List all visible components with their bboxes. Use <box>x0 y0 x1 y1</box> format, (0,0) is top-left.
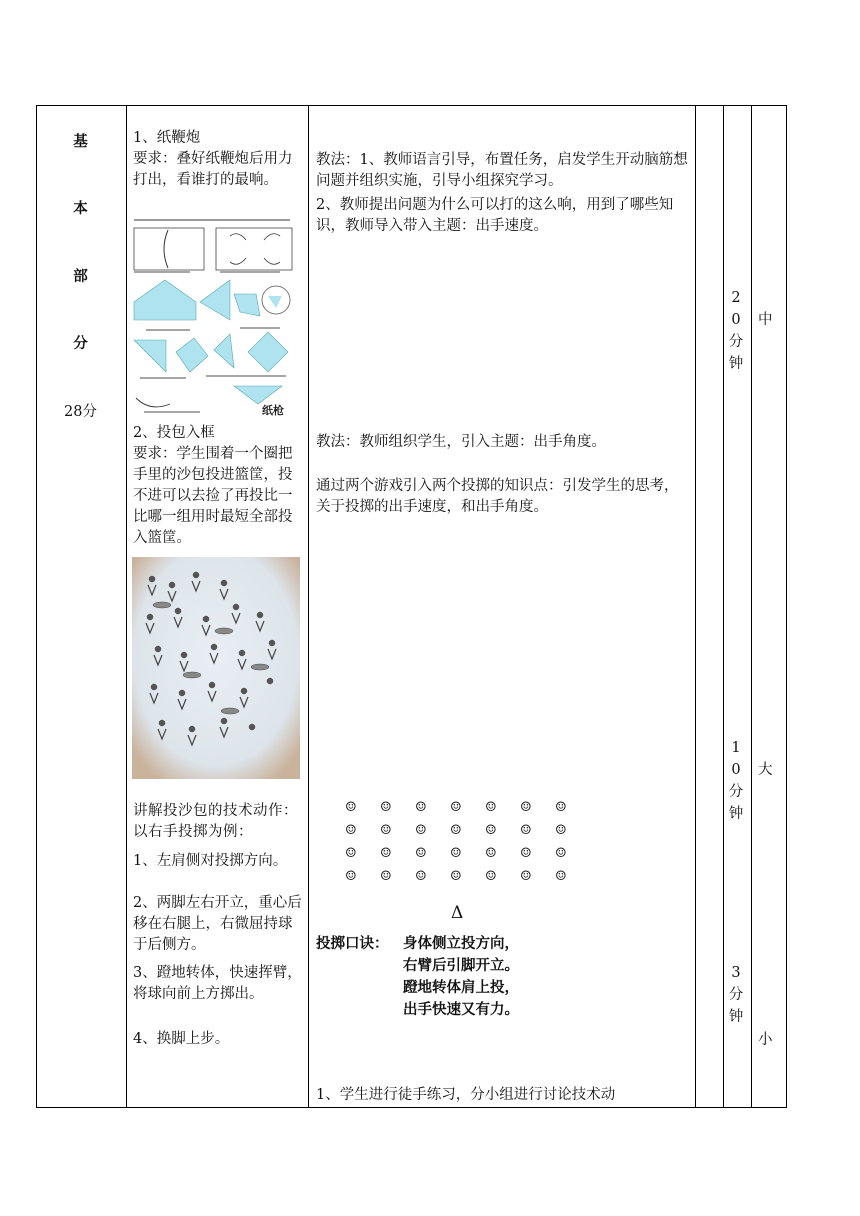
time-char: 钟 <box>728 1009 744 1025</box>
time-char: 钟 <box>728 356 744 372</box>
technique-step: 4、换脚上步。 <box>133 1031 230 1047</box>
student-marker: ☺ <box>345 846 357 861</box>
student-marker: ☺ <box>520 869 532 884</box>
time-3-minutes <box>727 962 745 1028</box>
section-char: 本 <box>73 200 88 217</box>
student-marker: ☺ <box>520 846 532 861</box>
student-marker: ☺ <box>380 800 392 815</box>
time-10-minutes <box>727 737 745 825</box>
chant-label: 投掷口诀： <box>316 935 389 952</box>
student-marker: ☺ <box>450 823 462 838</box>
intensity-high: 大 <box>758 762 773 778</box>
item1-requirement: 要求：叠好纸鞭炮后用力打出，看谁打的最响。 <box>133 151 293 188</box>
method-paragraph: 教法：教师组织学生，引入主题：出手角度。 <box>316 434 606 450</box>
time-char: 3 <box>731 965 741 981</box>
student-marker: ☺ <box>380 869 392 884</box>
method-paragraph: 2、教师提出问题为什么可以打的这么响，用到了哪些知识，教师导入带入主题：出手速度。 <box>316 197 674 234</box>
technique-step: 1、左肩侧对投掷方向。 <box>133 853 288 869</box>
section-duration: 28分 <box>64 404 97 420</box>
time-char: 分 <box>728 334 744 350</box>
student-marker: ☺ <box>485 869 497 884</box>
student-marker: ☺ <box>555 869 567 884</box>
time-char: 2 <box>731 290 741 306</box>
student-marker: ☺ <box>345 869 357 884</box>
student-marker: ☺ <box>450 800 462 815</box>
time-char: 钟 <box>728 806 744 822</box>
student-marker: ☺ <box>415 869 427 884</box>
chant-line: 蹬地转体肩上投， <box>403 979 519 996</box>
student-marker: ☺ <box>380 823 392 838</box>
section-char: 基 <box>73 133 88 150</box>
student-marker: ☺ <box>415 800 427 815</box>
student-marker: ☺ <box>555 823 567 838</box>
column-divider <box>308 106 309 1107</box>
intensity-low: 小 <box>758 1032 773 1048</box>
section-char: 部 <box>73 268 88 285</box>
time-char: 1 <box>731 740 741 756</box>
column-divider <box>751 106 752 1107</box>
intensity-medium: 中 <box>758 312 773 328</box>
chant-line: 身体侧立投方向， <box>403 935 519 952</box>
method-paragraph: 教法：1、教师语言引导，布置任务，启发学生开动脑筋想问题并组织实施，引导小组探究学习。 <box>316 152 688 189</box>
student-marker: ☺ <box>415 823 427 838</box>
paper-popper-diagram <box>130 216 300 418</box>
time-char: 0 <box>731 762 741 778</box>
time-char: 分 <box>728 784 744 800</box>
chant-line: 右臂后引脚开立。 <box>403 957 519 974</box>
item2-requirement: 要求：学生围着一个圈把手里的沙包投进篮筐，投不进可以去捡了再投比一比哪一组用时最短全部投入篮筐。 <box>133 446 293 546</box>
time-char: 分 <box>728 987 744 1003</box>
figure-caption: 纸枪 <box>262 405 284 417</box>
student-marker: ☺ <box>485 846 497 861</box>
student-marker: ☺ <box>380 846 392 861</box>
student-marker: ☺ <box>345 823 357 838</box>
student-marker: ☺ <box>555 846 567 861</box>
teacher-marker: Δ <box>451 903 464 923</box>
sandbag-game-photo <box>132 557 300 779</box>
student-marker: ☺ <box>485 800 497 815</box>
formation-row <box>345 823 590 846</box>
formation-row <box>345 846 590 869</box>
student-marker: ☺ <box>415 846 427 861</box>
student-marker: ☺ <box>450 846 462 861</box>
technique-step: 2、两脚左右开立，重心后移在右腿上，右微屈持球于后侧方。 <box>133 895 302 953</box>
formation-row <box>345 800 590 823</box>
item1-title: 1、纸鞭炮 <box>133 130 201 146</box>
item2-title: 2、投包入框 <box>133 425 215 441</box>
time-20-minutes <box>727 287 745 375</box>
student-marker: ☺ <box>345 800 357 815</box>
student-marker: ☺ <box>485 823 497 838</box>
chant-line: 出手快速又有力。 <box>403 1001 519 1018</box>
section-char: 分 <box>73 335 88 352</box>
student-marker: ☺ <box>520 823 532 838</box>
student-marker: ☺ <box>520 800 532 815</box>
column-divider <box>126 106 127 1107</box>
technique-step: 3、蹬地转体，快速挥臂，将球向前上方掷出。 <box>133 965 302 1002</box>
column-divider <box>723 106 724 1107</box>
time-char: 0 <box>731 312 741 328</box>
method-paragraph: 1、学生进行徒手练习，分小组进行讨论技术动 <box>316 1087 616 1103</box>
column-divider <box>695 106 696 1107</box>
student-formation <box>345 800 590 892</box>
formation-row <box>345 869 590 892</box>
student-marker: ☺ <box>450 869 462 884</box>
student-marker: ☺ <box>555 800 567 815</box>
method-paragraph: 通过两个游戏引入两个投掷的知识点：引发学生的思考，关于投掷的出手速度，和出手角度。 <box>316 478 679 515</box>
technique-explanation: 讲解投沙包的技术动作：以右手投掷为例： <box>133 803 298 840</box>
